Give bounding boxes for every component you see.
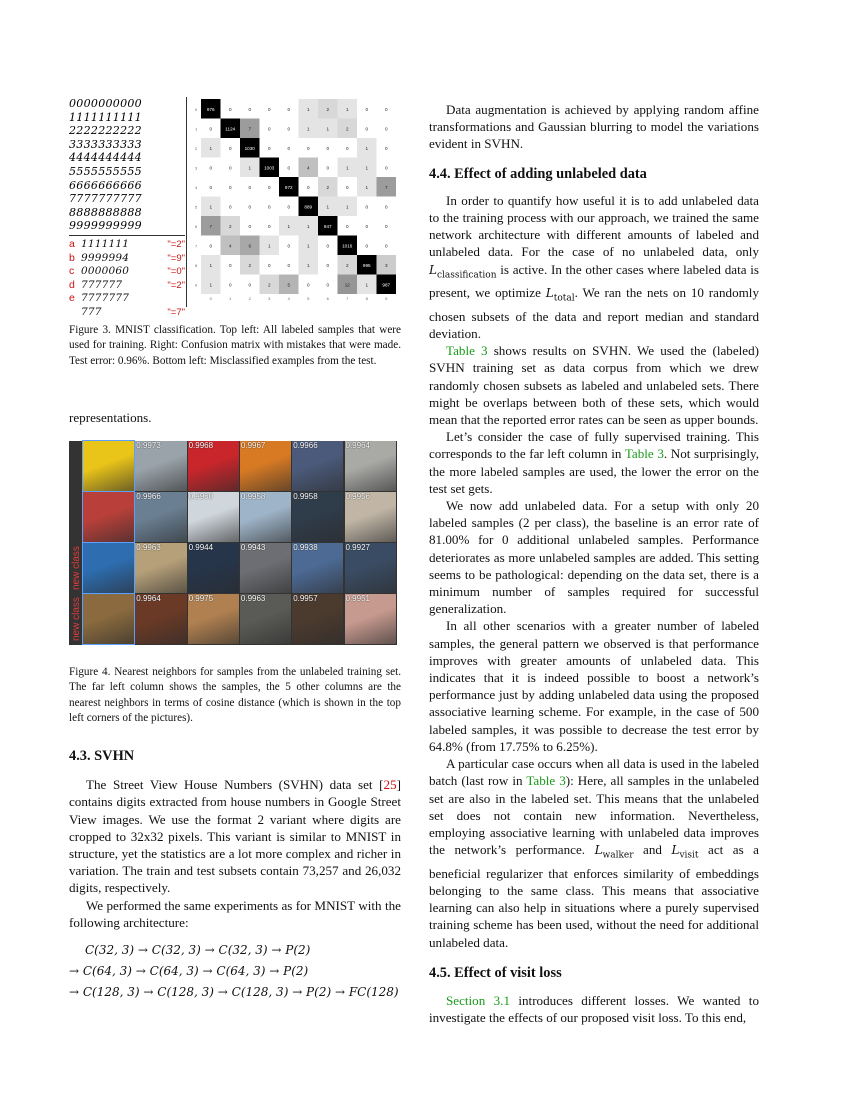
text: introduces different losses. We wanted to investigate the effects of our proposed visit loss. To this end, (429, 992, 759, 1026)
neighbor-image (135, 594, 186, 644)
digit-row: 6666666666 (69, 178, 142, 192)
cosine-distance-label: 0.9943 (240, 543, 266, 552)
matrix-value: 0 (384, 223, 388, 229)
matrix-value: 0 (228, 204, 232, 210)
right-column (429, 101, 759, 1026)
neighbor-image (240, 594, 291, 644)
column-tick: 3 (268, 296, 271, 301)
digit-row: 5555555555 (69, 164, 142, 178)
matrix-value: 2 (267, 282, 271, 288)
column-tick: 8 (365, 296, 368, 301)
table-3-link[interactable]: Table 3 (446, 343, 488, 359)
matrix-value: 3 (384, 262, 388, 268)
matrix-value: 0 (326, 165, 330, 171)
matrix-value: 4 (306, 165, 310, 171)
new-class-label: new class (71, 597, 82, 641)
matrix-value: 0 (228, 165, 232, 171)
prediction: "=9" (167, 252, 185, 264)
matrix-value: 1 (209, 262, 213, 268)
text: ] contains digits extracted from house numbers in Google Street View images. We use the format 2 variant where digits are cropped to 32x32 pixels. This variant is similar to MNIST in structure, yet the statistics are a lot more complex and richer in variation. The train and test subsets contain 73,257 and 26,032 digits, respectively. (69, 777, 401, 896)
column-tick: 2 (248, 296, 251, 301)
matrix-value: 995 (362, 262, 371, 268)
matrix-value: 1 (209, 145, 213, 151)
paragraph: We performed the same experiments as for MNIST with the following architecture: (69, 897, 401, 930)
matrix-value: 0 (365, 223, 369, 229)
cosine-distance-label: 0.9960 (188, 492, 214, 501)
matrix-value: 1 (267, 243, 271, 249)
matrix-value: 0 (384, 165, 388, 171)
matrix-value: 0 (228, 145, 232, 151)
misclassified-row (69, 238, 185, 252)
matrix-value: 1030 (244, 145, 255, 151)
matrix-value: 2 (228, 223, 232, 229)
row-tick: 6 (195, 223, 198, 229)
digit-row: 9999999999 (69, 219, 142, 233)
misclassified-row (69, 252, 185, 266)
neighbor-image (240, 543, 291, 593)
matrix-value: 5 (287, 282, 291, 288)
matrix-value: 0 (267, 204, 271, 210)
matrix-value: 0 (345, 184, 349, 190)
matrix-value: 1016 (342, 243, 353, 249)
matrix-value: 1 (287, 223, 291, 229)
paragraph: Data augmentation is achieved by applying random affine transformations and Gaussian blurring to model the variations evident in SVHN. (429, 102, 759, 152)
matrix-value: 0 (326, 243, 330, 249)
neighbor-image (345, 594, 396, 644)
matrix-value: 7 (384, 184, 388, 190)
paragraph (429, 755, 759, 951)
misclassified-row (69, 306, 185, 320)
text: The Street View House Numbers (SVHN) data set [ (86, 777, 384, 793)
matrix-value: 1 (345, 204, 349, 210)
matrix-value: 2 (326, 106, 330, 112)
matrix-value: 12 (344, 282, 350, 288)
matrix-value: 1124 (225, 126, 236, 132)
prediction: "=7" (167, 306, 185, 318)
matrix-value: 2 (248, 262, 252, 268)
matrix-value: 1 (209, 282, 213, 288)
symbol: L (429, 262, 437, 277)
matrix-value: 987 (382, 282, 391, 288)
column-tick: 7 (346, 296, 349, 301)
figure-4 (69, 441, 397, 645)
column-tick: 1 (229, 296, 232, 301)
row-tick: 9 (195, 282, 198, 288)
text: A particular case occurs when all data is used in the labeled batch (last row in (429, 756, 759, 789)
matrix-value: 0 (228, 262, 232, 268)
matrix-value: 0 (228, 282, 232, 288)
sample-image (83, 492, 134, 542)
row-letter: a (69, 238, 75, 250)
neighbor-image (240, 492, 291, 542)
neighbor-image (188, 492, 239, 542)
neighbor-image (345, 543, 396, 593)
matrix-value: 0 (384, 204, 388, 210)
text: ): Here, all samples in the unlabeled set are also in the labeled set. This means that the unlabeled set does not contain new information. Nevertheless, employing associative learning with unlabeled data improves the network’s performance. (429, 773, 759, 858)
neighbor-image (188, 594, 239, 644)
matrix-value: 1 (365, 184, 369, 190)
matrix-value: 0 (267, 223, 271, 229)
matrix-value: 0 (287, 165, 291, 171)
subscript: walker (602, 850, 634, 861)
neighbor-image (345, 441, 396, 491)
matrix-value: 1 (345, 165, 349, 171)
misclassified-grid (69, 238, 185, 320)
matrix-value: 0 (228, 106, 232, 112)
table-3-link[interactable]: Table 3 (526, 773, 566, 789)
matrix-value: 1 (209, 204, 213, 210)
section-heading: 4.4. Effect of adding unlabeled data (429, 165, 647, 182)
matrix-value: 0 (228, 184, 232, 190)
matrix-value: 0 (365, 126, 369, 132)
matrix-value: 0 (345, 223, 349, 229)
column-tick: 4 (287, 296, 290, 301)
symbol: L (545, 286, 554, 301)
row-tick: 7 (195, 243, 198, 249)
misclassified-row (69, 292, 185, 306)
matrix-value: 1 (306, 126, 310, 132)
paragraph: We now add unlabeled data. For a setup with only 20 labeled samples (2 per class), the baseline is an error rate of 81.00% for 0 additional unlabeled samples. Performance deteriorates as more unlabeled samples are added. This setting seems to be pathological: depending on the data set, there is a minimum number of samples required for successful generalization. (429, 498, 759, 617)
divider (69, 235, 185, 236)
sample-image (83, 441, 134, 491)
figure-3 (69, 97, 401, 318)
sample-image (83, 594, 134, 644)
figure-3-caption: Figure 3. MNIST classification. Top left: All labeled samples that were used for training. Right: Confusion matrix with mistakes that were made. Test error: 0.96%. Bottom left: Misclassified examples from the test. (69, 324, 401, 367)
neighbor-image (292, 492, 343, 542)
subscript: visit (679, 850, 699, 861)
paragraph (429, 992, 759, 1026)
matrix-value: 0 (287, 262, 291, 268)
paragraph (429, 342, 759, 428)
section-heading: 4.5. Effect of visit loss (429, 964, 562, 981)
text: . We ran the nets on 10 randomly chosen subsets of the data and report median and standard deviation. (429, 285, 759, 342)
prediction: "=2" (167, 279, 185, 291)
row-tick: 2 (195, 145, 198, 151)
paragraph (69, 776, 401, 896)
confusion-matrix (193, 99, 399, 305)
matrix-value: 6 (248, 243, 252, 249)
matrix-value: 0 (287, 145, 291, 151)
row-tick: 0 (195, 106, 198, 112)
row-letter: c (69, 265, 75, 278)
text: is active. In the other cases where labeled data is present, we optimize (429, 261, 759, 301)
row-letter: e (69, 292, 75, 305)
prediction: "=0" (167, 266, 185, 278)
matrix-value: 2 (345, 262, 349, 268)
digit-row: 7777777777 (69, 192, 142, 206)
digit-row: 2222222222 (69, 124, 142, 138)
matrix-value: 0 (365, 106, 369, 112)
matrix-value: 0 (306, 184, 310, 190)
neighbor-image (135, 492, 186, 542)
cosine-distance-label: 0.9964 (345, 441, 370, 450)
new-class-label: new class (71, 546, 82, 590)
matrix-value: 0 (248, 204, 252, 210)
row-tick: 1 (195, 126, 198, 132)
matrix-value: 0 (287, 243, 291, 249)
section-heading: 4.3. SVHN (69, 748, 135, 764)
cosine-distance-label: 0.9966 (293, 441, 318, 450)
digits: 9999994 (81, 251, 130, 264)
cosine-distance-label: 0.9958 (293, 492, 318, 501)
matrix-value: 0 (248, 106, 252, 112)
prediction: "=2" (167, 239, 185, 250)
row-tick: 5 (195, 204, 198, 210)
matrix-value: 1 (365, 282, 369, 288)
matrix-value: 0 (365, 204, 369, 210)
digits: 777777 (81, 278, 123, 291)
text: act as a beneficial regularizer that enforces similarity of embeddings belonging to the same class. This means that associative learning can also help in situations where a purely supervised training scheme has been used, without the need for additional unlabeled data. (429, 842, 759, 950)
matrix-value: 1 (306, 223, 310, 229)
digits: 7777777 (81, 292, 130, 305)
new-class-tag (69, 594, 83, 645)
matrix-value: 1 (326, 126, 330, 132)
matrix-value: 0 (326, 282, 330, 288)
text: and (633, 842, 672, 858)
cosine-distance-label: 0.9963 (136, 543, 161, 552)
figure-4-caption: Figure 4. Nearest neighbors for samples from the unlabeled training set. The far left column shows the samples, the 5 other columns are the nearest neighbors in terms of cosine distance (which is shown in the top left corners of the pictures). (69, 666, 401, 725)
digits: 1111111 (81, 238, 130, 250)
loss-symbol (671, 843, 699, 861)
matrix-value: 1 (306, 243, 310, 249)
text: Let’s consider the case of fully supervised training. This corresponds to the far left column in (429, 429, 759, 462)
matrix-value: 4 (228, 243, 232, 249)
matrix-value: 2 (326, 184, 330, 190)
matrix-value: 1 (365, 165, 369, 171)
cosine-distance-label: 0.9944 (188, 543, 214, 552)
divider (186, 97, 187, 307)
cosine-distance-label: 0.9927 (345, 543, 370, 552)
neighbor-image (135, 543, 186, 593)
loss-symbol (594, 843, 634, 861)
matrix-value: 1 (326, 204, 330, 210)
paragraph (69, 409, 401, 426)
subscript: classification (436, 270, 497, 281)
matrix-value: 0 (209, 184, 213, 190)
matrix-value: 0 (267, 184, 271, 190)
matrix-value: 0 (267, 106, 271, 112)
matrix-value: 0 (287, 106, 291, 112)
cosine-distance-label: 0.9951 (345, 594, 370, 603)
misclassified-row (69, 279, 185, 293)
row-tick: 4 (195, 184, 198, 190)
neighbor-image (292, 441, 343, 491)
matrix-value: 0 (248, 223, 252, 229)
digit-row: 1111111111 (69, 110, 142, 124)
matrix-value: 0 (384, 126, 388, 132)
digits: 777 (81, 305, 102, 318)
matrix-value: 1 (306, 262, 310, 268)
column-tick: 9 (385, 296, 388, 301)
column-tick: 0 (209, 296, 212, 301)
matrix-value: 7 (248, 126, 252, 132)
new-class-tag (69, 543, 83, 594)
cosine-distance-label: 0.9964 (136, 594, 161, 603)
row-tick: 3 (195, 165, 198, 171)
text: In order to quantify how useful it is to add unlabeled data to the training process with our approach, we trained the same network architecture with different amounts of labeled and unlabeled data. For the case of no unlabeled data, only (429, 192, 759, 260)
cosine-distance-label: 0.9938 (293, 543, 318, 552)
labeled-digit-grid (69, 97, 184, 233)
matrix-value: 1 (306, 106, 310, 112)
matrix-value: 0 (326, 262, 330, 268)
matrix-value: 7 (209, 223, 213, 229)
text: shows results on SVHN. We used the (labeled) SVHN training set as data corpus from which we drew randomly chosen subsets as labeled and unlabeled sets. There might be overlaps between both of these sets, which would mean that the reported error rates can be seen as upper bounds. (429, 343, 759, 428)
cosine-distance-label: 0.9958 (240, 492, 266, 501)
matrix-value: 0 (365, 243, 369, 249)
table-3-link[interactable]: Table 3 (624, 446, 664, 462)
row-letter (69, 306, 81, 320)
neighbor-image (188, 441, 239, 491)
citation-link[interactable]: 25 (383, 777, 397, 793)
column-tick: 5 (307, 296, 310, 301)
cosine-distance-label: 0.9973 (136, 441, 161, 450)
matrix-value: 0 (384, 243, 388, 249)
loss-symbol (545, 286, 575, 304)
matrix-value: 1 (365, 145, 369, 151)
neighbor-image (240, 441, 291, 491)
matrix-value: 0 (248, 282, 252, 288)
neighbor-image (188, 543, 239, 593)
architecture-line: C(32, 3) → C(32, 3) → C(32, 3) → P(2) (85, 943, 311, 958)
cosine-distance-label: 0.9957 (293, 594, 318, 603)
cosine-distance-label: 0.9963 (240, 594, 266, 603)
matrix-value: 972 (284, 184, 293, 190)
matrix-value: 1 (345, 106, 349, 112)
matrix-value: 0 (306, 282, 310, 288)
matrix-value: 0 (384, 106, 388, 112)
misclassified-row (69, 265, 185, 279)
matrix-value: 0 (287, 204, 291, 210)
matrix-value: 0 (209, 165, 213, 171)
matrix-value: 0 (384, 145, 388, 151)
row-letter: d (69, 278, 75, 291)
cosine-distance-label: 0.9968 (188, 441, 214, 450)
cosine-distance-label: 0.9975 (188, 594, 214, 603)
matrix-value: 1003 (264, 165, 275, 171)
section-4-3 (69, 748, 401, 1003)
cosine-distance-label: 0.9967 (240, 441, 266, 450)
subscript: total (553, 293, 575, 304)
continuation-text: representations. (69, 410, 152, 425)
symbol: L (594, 843, 603, 858)
paragraph (429, 192, 759, 342)
matrix-value: 947 (323, 223, 332, 229)
cosine-distance-label: 0.9956 (345, 492, 370, 501)
architecture-line: → C(64, 3) → C(64, 3) → C(64, 3) → P(2) (69, 964, 309, 979)
matrix-value: 0 (287, 126, 291, 132)
matrix-value: 0 (267, 262, 271, 268)
cosine-distance-label: 0.9966 (136, 492, 161, 501)
matrix-value: 0 (248, 184, 252, 190)
neighbor-image (135, 441, 186, 491)
symbol: L (671, 843, 680, 858)
column-tick: 6 (326, 296, 329, 301)
digit-row: 3333333333 (69, 137, 142, 151)
paragraph: In all other scenarios with a greater number of labeled samples, the general pattern we observed is that performance improves with greater amounts of unlabeled data. This indicates that it is indeed possible to boost a network’s performance just by adding unlabeled data using the proposed associative learning scheme. For example, in the case of 500 labeled samples, it was possible to decrease the test error by 64.8% (from 17.75% to 6.25%). (429, 618, 759, 754)
neighbor-image (345, 492, 396, 542)
digits: 0000060 (81, 265, 130, 278)
neighbor-image (292, 543, 343, 593)
paragraph (429, 428, 759, 497)
matrix-value: 0 (345, 145, 349, 151)
row-letter: b (69, 251, 75, 264)
sample-image (83, 543, 134, 593)
matrix-value: 1 (248, 165, 252, 171)
digit-row: 0000000000 (69, 97, 142, 110)
loss-symbol (429, 262, 497, 281)
digit-row: 8888888888 (69, 205, 142, 219)
architecture-line: → C(128, 3) → C(128, 3) → C(128, 3) → P(2) → FC(128) (69, 985, 399, 1000)
row-tick: 8 (195, 262, 198, 268)
neighbor-image (292, 594, 343, 644)
digit-row: 4444444444 (69, 151, 142, 165)
matrix-value: 976 (206, 106, 215, 112)
matrix-value: 0 (209, 243, 213, 249)
text: . Not surprisingly, the more labeled samples are used, the lower the error on the test set gets. (429, 446, 759, 496)
matrix-value: 889 (304, 204, 313, 210)
matrix-value: 2 (345, 126, 349, 132)
matrix-value: 0 (267, 126, 271, 132)
matrix-value: 0 (326, 145, 330, 151)
matrix-value: 0 (267, 145, 271, 151)
section-3-1-link[interactable]: Section 3.1 (446, 992, 511, 1008)
matrix-value: 0 (306, 145, 310, 151)
matrix-value: 0 (209, 126, 213, 132)
